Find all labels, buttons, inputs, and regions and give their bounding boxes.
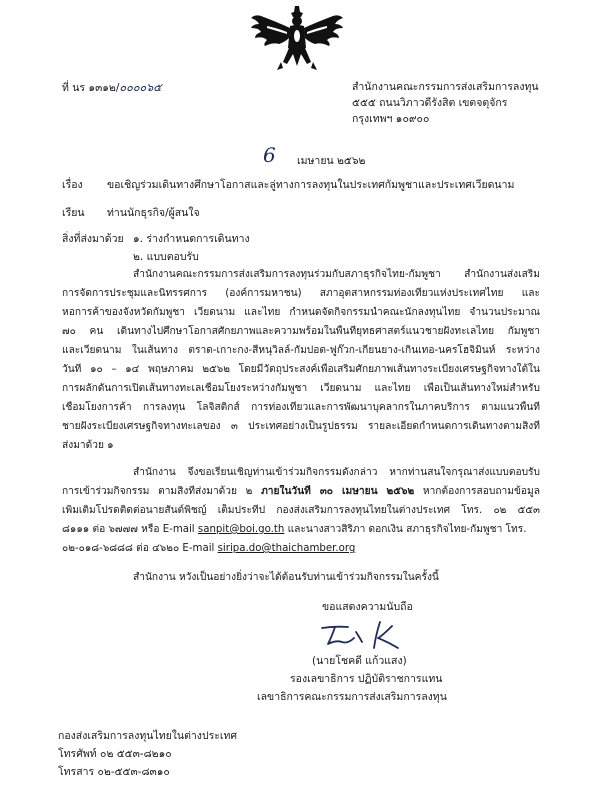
email-link-siripa[interactable]: siripa.do@thaichamber.org xyxy=(217,543,356,554)
enclosure-item: ๑. ร่างกำหนดการเดินทาง xyxy=(133,233,250,245)
signatory-name: (นายโชคดี แก้วแสง) xyxy=(312,655,407,667)
letter-date: เมษายน ๒๕๖๒ xyxy=(297,155,366,167)
paragraph-line: ๘๑๑๑ ต่อ ๖๗๗๗ หรือ E-mail sanpit@boi.go.th และนางสาวสิริภา ดอกเงิน สภาธุรกิจไทย-กัมพูชา โทร. xyxy=(62,524,527,535)
paragraph-line: หอการค้าของจังหวัดกัมพูชา เวียดนาม และไทย กำหนดจัดกิจกรรมนำคณะนักลงทุนไทย จำนวนประมาณ xyxy=(62,307,540,318)
closing-phrase: ขอแสดงความนับถือ xyxy=(322,601,413,613)
footer-fax: โทรสาร ๐๒-๕๕๓-๘๓๑๐ xyxy=(58,766,170,778)
paragraph-line: ๐๒-๐๑๘-๖๘๘๘ ต่อ ๔๖๒๐ E-mail siripa.do@thaichamber.org xyxy=(62,543,356,554)
signatory-title: เลขาธิการคณะกรรมการส่งเสริมการลงทุน xyxy=(257,691,447,703)
email-link-sanpit[interactable]: sanpit@boi.go.th xyxy=(197,524,285,535)
paragraph-line: สำนักงานคณะกรรมการส่งเสริมการลงทุนร่วมกับสภาธุรกิจไทย-กัมพูชา สำนักงานส่งเสริม xyxy=(133,269,540,280)
paragraph-line: การผลักดันการเปิดเส้นทางทะเลเชื่อมโยงระหว่างกัมพูชา เวียดนาม และไทย เพื่อเป็นเส้นทางใหม่สำหรับ xyxy=(62,383,540,394)
recipient-label: เรียน xyxy=(62,207,85,219)
sender-address: ๕๕๕ ถนนวิภาวดีรังสิต เขตจตุจักร xyxy=(352,97,508,109)
paragraph-line: ชายฝั่งระเบียงเศรษฐกิจทางทะเลของ ๓ ประเทศอย่างเป็นรูปธรรม รายละเอียดกำหนดการเดินทางตามสิ่งที่ xyxy=(62,421,540,432)
paragraph-line: สำนักงาน จึงขอเรียนเชิญท่านเข้าร่วมกิจกรรมดังกล่าว หากท่านสนใจกรุณาส่งแบบตอบรับ xyxy=(133,467,540,478)
sender-office: สำนักงานคณะกรรมการส่งเสริมการลงทุน xyxy=(352,81,539,93)
paragraph-line: ส่งมาด้วย ๑ xyxy=(62,440,114,451)
enclosure-label: สิ่งที่ส่งมาด้วย xyxy=(62,233,124,245)
paragraph-line: การจัดการประชุมและนิทรรศการ (องค์การมหาชน) สภาอุตสาหกรรมท่องเที่ยวแห่งประเทศไทย และ xyxy=(62,288,540,299)
footer-phone: โทรศัพท์ ๐๒ ๕๕๓-๘๒๑๐ xyxy=(58,748,172,760)
garuda-emblem-icon xyxy=(247,4,347,72)
reference-number xyxy=(62,81,162,95)
reference-prefix: ที่ นร ๑๓๑๒/ xyxy=(62,82,120,94)
paragraph-line: และเวียดนาม ในเส้นทาง ตราด-เกาะกง-สีหนุวิลล์-กัมปอต-ฟูก๊วก-เกียนยาง-เกิ่นเทอ-นครโฮจิมินห์ ระหว่าง xyxy=(62,345,540,356)
subject-text: ขอเชิญร่วมเดินทางศึกษาโอกาสและลู่ทางการลงทุนในประเทศกัมพูชาและประเทศเวียดนาม xyxy=(107,179,515,191)
paragraph-line: เพิ่มเติมโปรดติดต่อนายสันต์พิชญ์ เต็มประทีป กองส่งเสริมการลงทุนไทยในต่างประเทศ โทร. ๐๒ ๕๕๓ xyxy=(62,505,540,516)
signatory-title: รองเลขาธิการ ปฏิบัติราชการแทน xyxy=(290,673,443,685)
deadline-text: ภายในวันที่ ๓๐ เมษายน ๒๕๖๒ xyxy=(261,486,415,497)
paragraph-line: วันที่ ๑๐ – ๑๔ พฤษภาคม ๒๕๖๒ โดยมีวัตถุประสงค์เพื่อเสริมศักยภาพเส้นทางระเบียงเศรษฐกิจทางใต้ใน xyxy=(62,364,540,375)
recipient-text: ท่านนักธุรกิจ/ผู้สนใจ xyxy=(107,207,200,219)
sender-city: กรุงเทพฯ ๑๐๙๐๐ xyxy=(352,113,430,125)
paragraph-closing-remark: สำนักงาน หวังเป็นอย่างยิ่งว่าจะได้ต้อนรับท่านเข้าร่วมกิจกรรมในครั้งนี้ xyxy=(133,572,439,583)
paragraph-line: ๗๐ คน เดินทางไปศึกษาโอกาสศักยภาพและความพร้อมในพื้นที่ยุทธศาสตร์แนวชายฝั่งทะเลไทย กัมพูชา xyxy=(62,326,540,337)
date-day-handwritten: 6 xyxy=(263,143,276,167)
footer-division: กองส่งเสริมการลงทุนไทยในต่างประเทศ xyxy=(58,730,238,742)
reference-handwritten: ๐๐๐๐๖๕ xyxy=(119,81,162,94)
enclosure-item: ๒. แบบตอบรับ xyxy=(133,251,199,263)
signature-icon xyxy=(316,618,426,652)
subject-label: เรื่อง xyxy=(62,179,83,191)
paragraph-line: เชื่อมโยงการค้า การลงทุน โลจิสติกส์ การท่องเที่ยวและการพัฒนาบุคลากรในภาคบริการ ตามแนวพื้นที่ xyxy=(62,402,540,413)
paragraph-line: การเข้าร่วมกิจกรรม ตามสิ่งที่ส่งมาด้วย ๒ ภายในวันที่ ๓๐ เมษายน ๒๕๖๒ หากต้องการสอบถามข้อมูล xyxy=(62,486,540,497)
